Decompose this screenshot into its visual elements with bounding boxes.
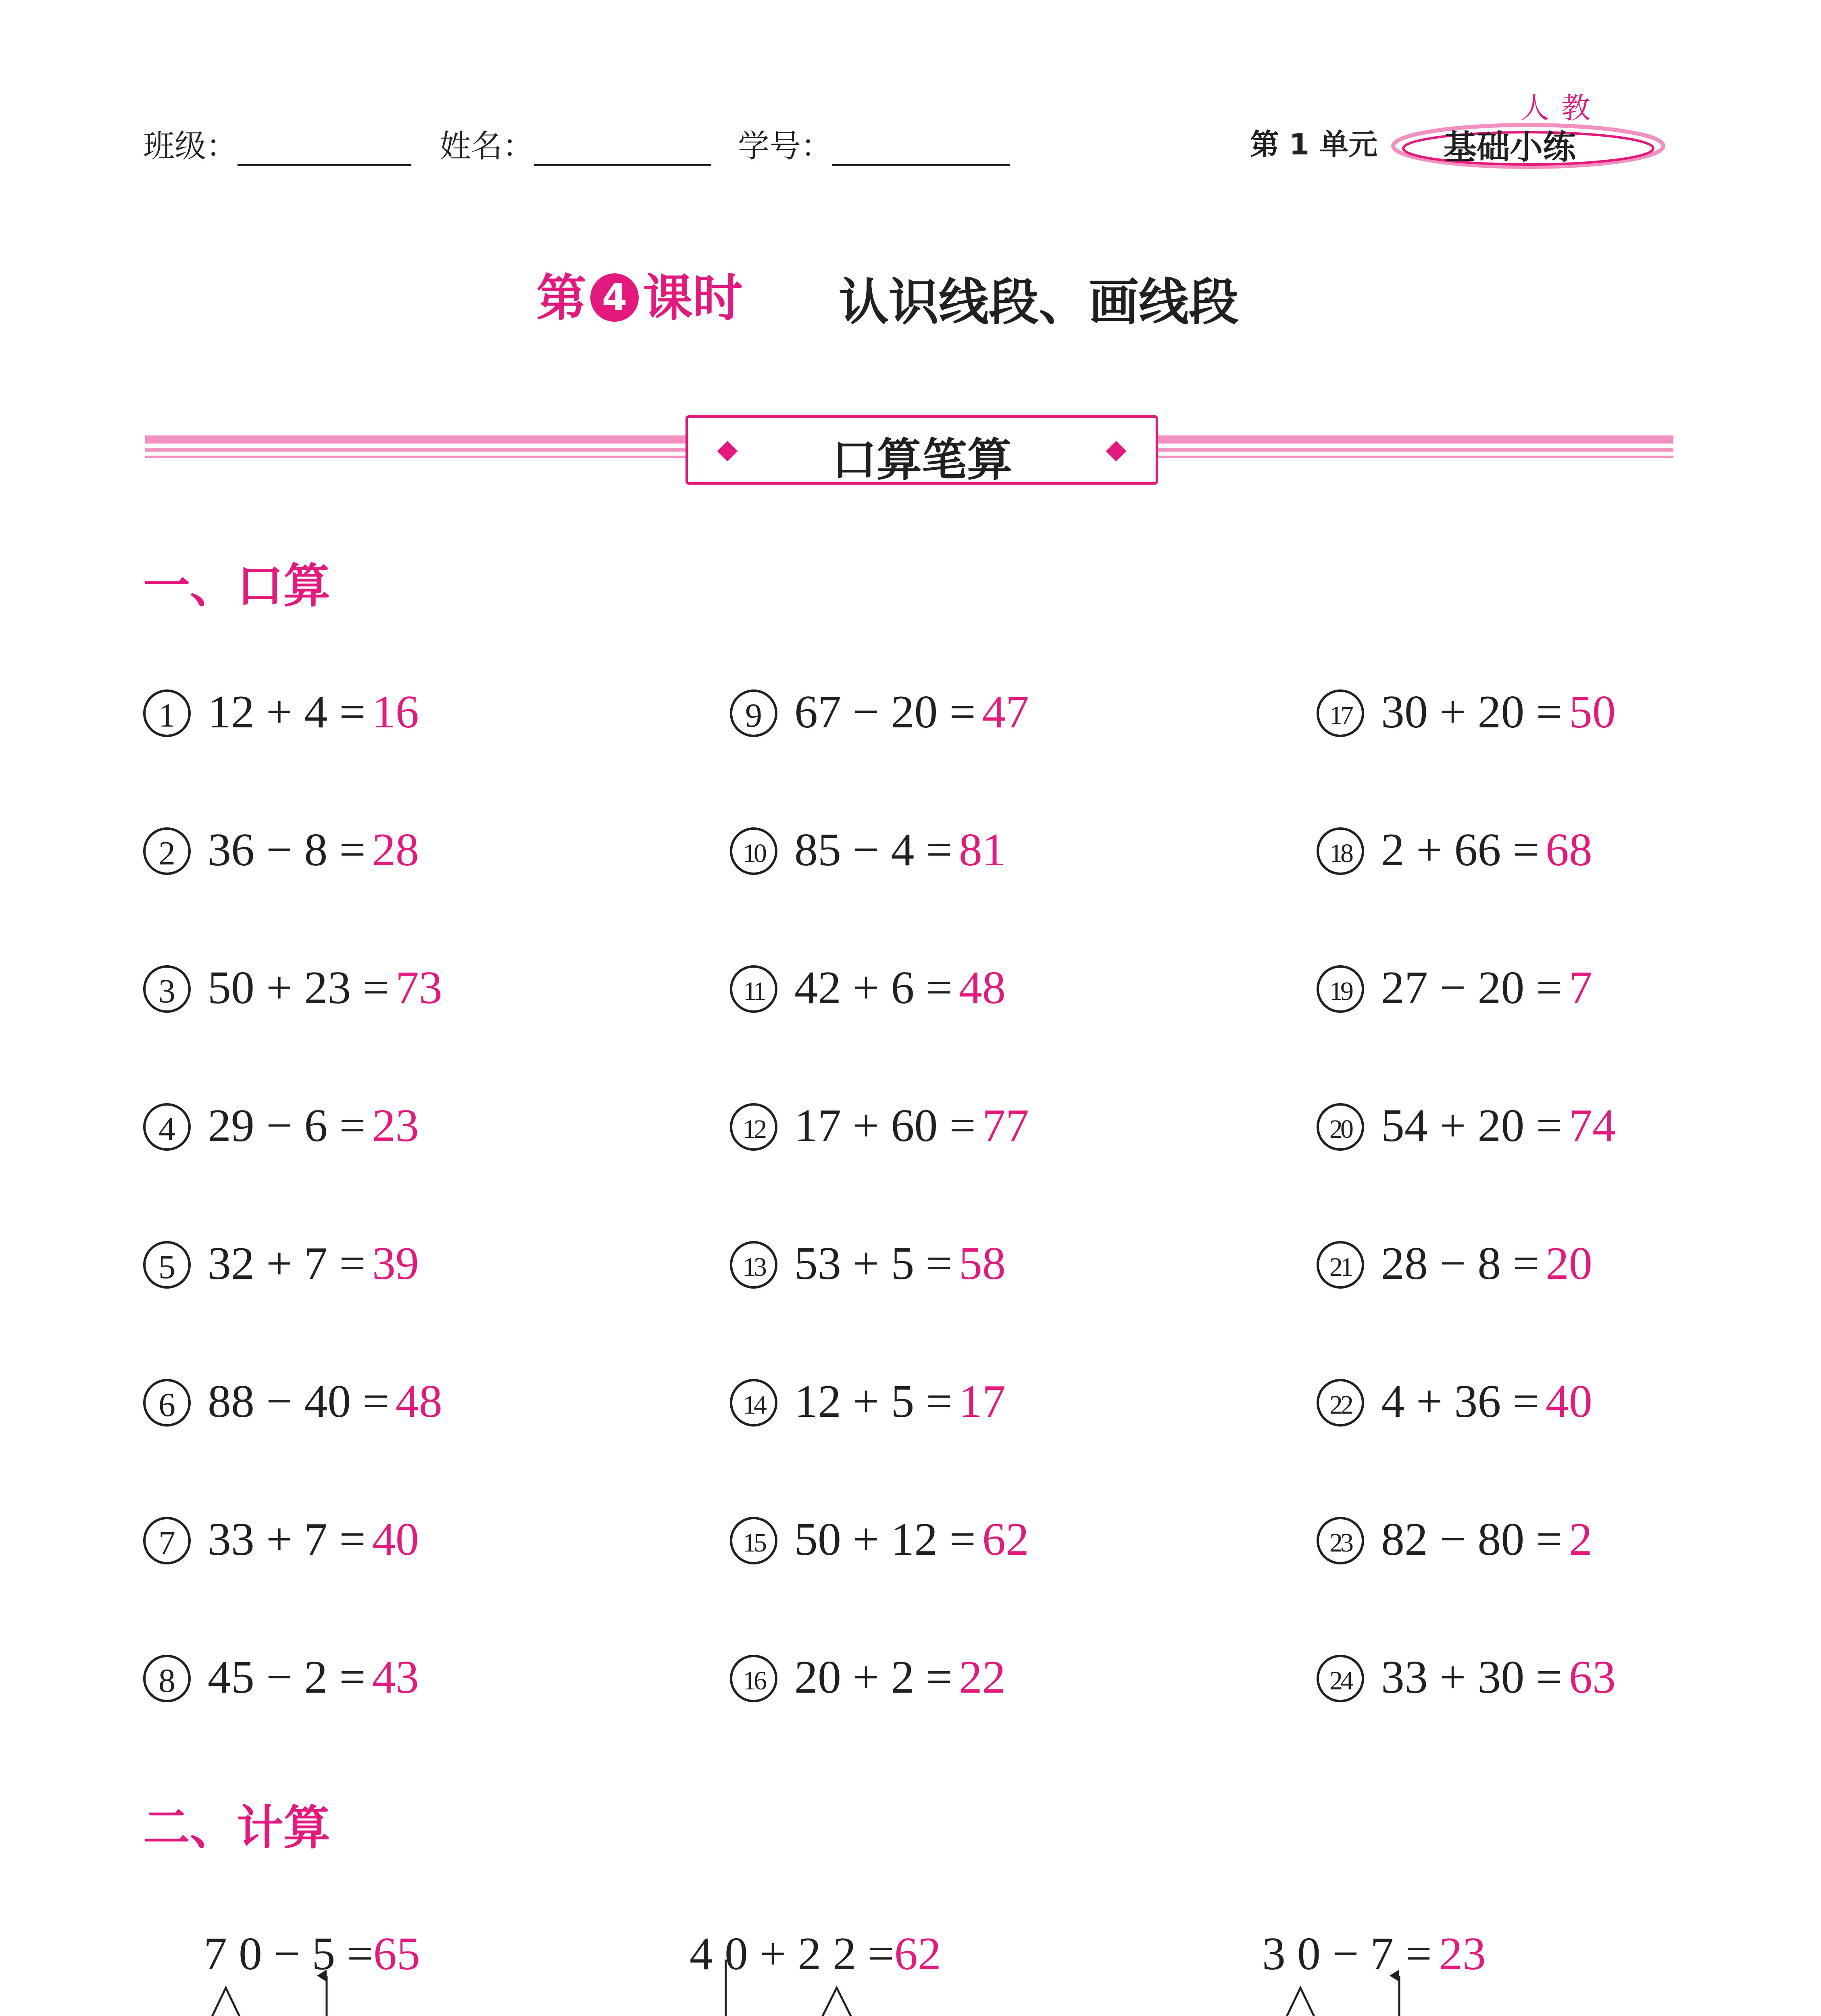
- problem-expression: 42 + 6 =: [794, 962, 952, 1014]
- problem-expression: 82 − 80 =: [1381, 1514, 1563, 1565]
- problem-answer[interactable]: 40: [372, 1514, 419, 1565]
- number-label: 学号：: [738, 129, 833, 164]
- problem-expression: 30 + 20 =: [1381, 686, 1563, 738]
- diagram-1-answer: 65: [373, 1928, 420, 1980]
- problem-number: 11: [730, 965, 777, 1013]
- problem-expression: 88 − 40 =: [208, 1376, 389, 1427]
- problem-answer[interactable]: 58: [958, 1238, 1006, 1289]
- problem-number: 2: [143, 827, 191, 875]
- problem-number: 18: [1317, 827, 1364, 875]
- problem-expression: 53 + 5 =: [794, 1238, 952, 1289]
- problem-number: 10: [730, 827, 777, 875]
- badge-text: 基础小练: [1444, 128, 1576, 167]
- problem-answer[interactable]: 2: [1569, 1514, 1592, 1565]
- problem-expression: 50 + 12 =: [794, 1514, 976, 1565]
- problem-expression: 33 + 7 =: [208, 1514, 366, 1565]
- name-label: 姓名：: [440, 129, 534, 164]
- lesson-subtitle: 认识线段、画线段: [839, 273, 1239, 331]
- problem-expression: 12 + 5 =: [794, 1376, 952, 1427]
- problem-answer[interactable]: 17: [958, 1376, 1006, 1427]
- problem-answer[interactable]: 28: [372, 824, 419, 876]
- problem-number: 1: [143, 689, 191, 737]
- problem-number: 9: [730, 689, 777, 737]
- problem-expression: 85 − 4 =: [794, 824, 952, 876]
- problem-expression: 50 + 23 =: [208, 962, 389, 1014]
- problem-expression: 20 + 2 =: [794, 1652, 952, 1703]
- problem-number: 17: [1317, 689, 1364, 737]
- problem-answer[interactable]: 77: [982, 1100, 1029, 1152]
- badge-top: 人教: [1520, 91, 1603, 125]
- problem-expression: 33 + 30 =: [1381, 1652, 1563, 1703]
- problem-expression: 45 − 2 =: [208, 1652, 366, 1703]
- problem-answer[interactable]: 23: [372, 1100, 419, 1152]
- diagram-2-answer: 62: [894, 1928, 941, 1980]
- problem-answer[interactable]: 20: [1545, 1238, 1592, 1289]
- problem-number: 24: [1317, 1655, 1364, 1702]
- problem-expression: 27 − 20 =: [1381, 962, 1563, 1014]
- problem-expression: 28 − 8 =: [1381, 1238, 1539, 1289]
- problem-expression: 67 − 20 =: [794, 686, 976, 738]
- diagram-2-equation: [690, 1927, 941, 1981]
- banner-title: 口算笔算: [831, 434, 1012, 486]
- problem-answer[interactable]: 74: [1569, 1100, 1616, 1152]
- problem-answer[interactable]: 81: [958, 824, 1006, 876]
- problem-number: 22: [1317, 1379, 1364, 1427]
- problem-answer[interactable]: 73: [395, 962, 442, 1014]
- problem-number: 3: [143, 965, 191, 1013]
- problem-number: 23: [1317, 1517, 1364, 1564]
- class-label: 班级：: [143, 129, 238, 164]
- section-heading-oral: 一、口算: [143, 559, 330, 613]
- problem-number: 6: [143, 1379, 191, 1427]
- lesson-suffix: 课时: [643, 269, 743, 327]
- problem-answer[interactable]: 62: [982, 1514, 1029, 1565]
- problem-expression: 4 + 36 =: [1381, 1376, 1539, 1427]
- problem-expression: 32 + 7 =: [208, 1238, 366, 1289]
- problem-answer[interactable]: 48: [395, 1376, 442, 1427]
- diagram-2-expr: 4 0 + 2 2 =: [690, 1928, 894, 1980]
- problem-expression: 17 + 60 =: [794, 1100, 976, 1152]
- problem-number: 7: [143, 1517, 191, 1564]
- problem-answer[interactable]: 16: [372, 686, 419, 738]
- problem-number: 20: [1317, 1103, 1364, 1151]
- problem-number: 8: [143, 1655, 191, 1702]
- diagram-3-equation: [1262, 1927, 1486, 1981]
- problem-answer[interactable]: 50: [1569, 686, 1616, 738]
- problem-expression: 2 + 66 =: [1381, 824, 1539, 876]
- problem-answer[interactable]: 40: [1545, 1376, 1592, 1427]
- unit-label: 第 1 单元: [1250, 127, 1378, 161]
- problem-number: 13: [730, 1241, 777, 1289]
- problem-number: 4: [143, 1103, 191, 1151]
- problem-number: 5: [143, 1241, 191, 1289]
- problem-answer[interactable]: 39: [372, 1238, 419, 1289]
- lesson-prefix: 第: [536, 269, 587, 327]
- problem-number: 15: [730, 1517, 777, 1564]
- problem-number: 12: [730, 1103, 777, 1151]
- diagram-3-expr: 3 0 − 7 =: [1262, 1928, 1432, 1980]
- problem-number: 16: [730, 1655, 777, 1702]
- lesson-number: 4: [590, 273, 639, 322]
- problem-expression: 12 + 4 =: [208, 686, 366, 738]
- problem-number: 14: [730, 1379, 777, 1427]
- problem-expression: 54 + 20 =: [1381, 1100, 1563, 1152]
- problem-number: 21: [1317, 1241, 1364, 1289]
- problem-expression: 29 − 6 =: [208, 1100, 366, 1152]
- problem-number: 19: [1317, 965, 1364, 1013]
- problem-answer[interactable]: 43: [372, 1652, 419, 1703]
- problem-answer[interactable]: 48: [958, 962, 1006, 1014]
- problem-answer[interactable]: 7: [1569, 962, 1592, 1014]
- section-heading-calc: 二、计算: [143, 1801, 330, 1855]
- problem-expression: 36 − 8 =: [208, 824, 366, 876]
- diagram-1-equation: [204, 1927, 420, 1981]
- diagram-3-answer: 23: [1439, 1928, 1486, 1980]
- problem-answer[interactable]: 68: [1545, 824, 1592, 876]
- problem-answer[interactable]: 47: [982, 686, 1029, 738]
- problem-answer[interactable]: 63: [1569, 1652, 1616, 1703]
- diagram-1-expr: 7 0 − 5 =: [204, 1928, 373, 1980]
- problem-answer[interactable]: 22: [958, 1652, 1006, 1703]
